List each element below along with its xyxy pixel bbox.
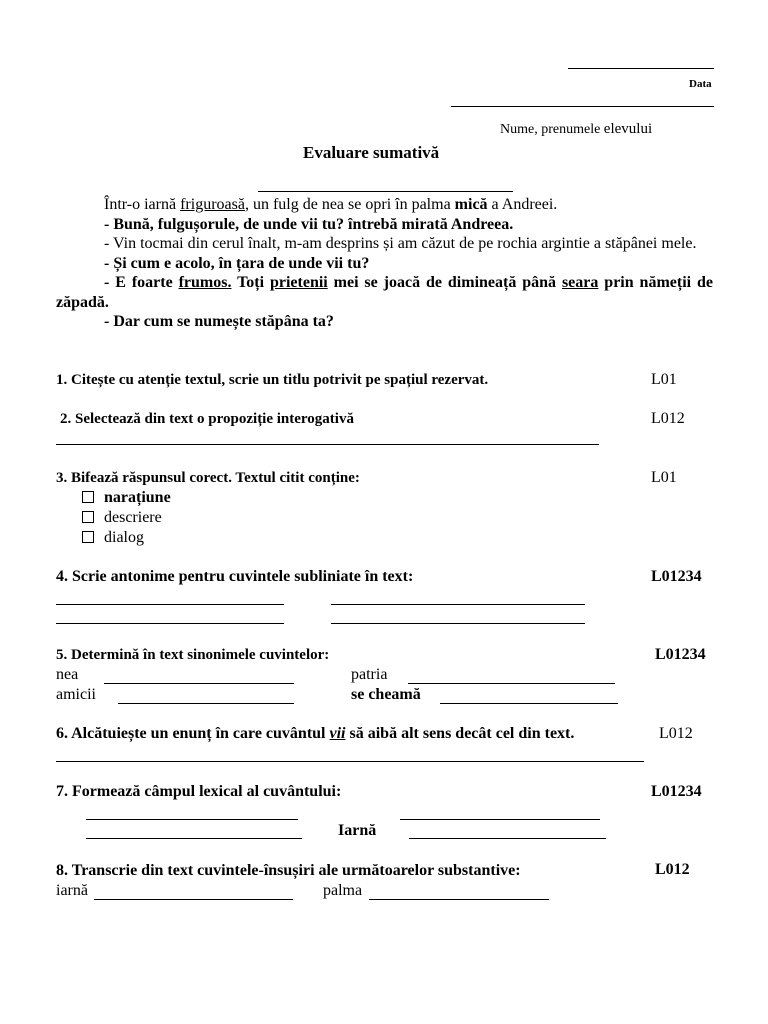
title-answer-line[interactable] bbox=[258, 191, 513, 192]
name-label-part1: Nume, prenumele bbox=[500, 122, 604, 137]
antonym-line-4[interactable] bbox=[331, 623, 585, 624]
adjective-line-iarna[interactable] bbox=[94, 899, 293, 900]
question-4-code: L01234 bbox=[651, 568, 702, 585]
checkbox-icon[interactable] bbox=[82, 491, 94, 503]
story-line-1: Într-o iarnă friguroasă, un fulg de nea se opri în palma mică a Andreei. bbox=[104, 196, 558, 213]
name-label-part2: elevului bbox=[603, 121, 653, 137]
synonym-word-amicii: amicii bbox=[56, 686, 96, 703]
lexical-line-1[interactable] bbox=[86, 819, 298, 820]
option-descriere[interactable]: descriere bbox=[82, 509, 162, 527]
synonym-word-patria: patria bbox=[351, 666, 388, 683]
antonym-line-2[interactable] bbox=[331, 604, 585, 605]
question-7-code: L01234 bbox=[651, 783, 702, 800]
question-2-text: 2. Selectează din text o propoziție interogativă bbox=[60, 411, 354, 427]
synonym-line-se-cheama[interactable] bbox=[440, 703, 618, 704]
question-8-text: 8. Transcrie din text cuvintele-însușiri ale următoarelor substantive: bbox=[56, 862, 521, 879]
question-5-text: 5. Determină în text sinonimele cuvintelor: bbox=[56, 647, 330, 663]
story-text bbox=[56, 195, 713, 332]
option-naratiune[interactable]: narațiune bbox=[82, 489, 171, 507]
antonym-line-1[interactable] bbox=[56, 604, 284, 605]
adjective-word-iarna: iarnă bbox=[56, 882, 88, 899]
question-4-text: 4. Scrie antonime pentru cuvintele subliniate în text: bbox=[56, 568, 414, 585]
antonym-line-3[interactable] bbox=[56, 623, 284, 624]
date-label: Data bbox=[689, 78, 712, 90]
checkbox-icon[interactable] bbox=[82, 531, 94, 543]
story-line-5: - E foarte frumos. Toți prietenii mei se joacă de dimineață până seara prin nămeții de zăpadă. bbox=[56, 274, 713, 311]
underlined-prietenii: prietenii bbox=[269, 274, 328, 291]
adjective-word-palma: palma bbox=[323, 882, 363, 899]
synonym-line-nea[interactable] bbox=[104, 683, 294, 684]
name-label bbox=[500, 121, 652, 138]
story-line-3: - Vin tocmai din cerul înalt, m-am desprins și am căzut de pe rochia argintie a stăpânei mele. bbox=[104, 235, 697, 252]
lexical-line-4[interactable] bbox=[409, 838, 606, 839]
adjective-line-palma[interactable] bbox=[369, 899, 549, 900]
lexical-line-3[interactable] bbox=[86, 838, 302, 839]
question-6-answer-line[interactable] bbox=[56, 761, 644, 762]
page-title: Evaluare sumativă bbox=[303, 143, 440, 162]
underlined-seara: seara bbox=[561, 274, 599, 291]
lexical-center-word: Iarnă bbox=[338, 822, 377, 839]
question-5-code: L01234 bbox=[655, 646, 706, 663]
question-1-code: L01 bbox=[651, 371, 677, 388]
story-line-4: - Și cum e acolo, în țara de unde vii tu? bbox=[104, 254, 370, 272]
synonym-line-patria[interactable] bbox=[408, 683, 615, 684]
question-2-code: L012 bbox=[651, 410, 685, 427]
question-8-code: L012 bbox=[655, 861, 690, 878]
synonym-line-amicii[interactable] bbox=[118, 703, 294, 704]
checkbox-icon[interactable] bbox=[82, 511, 94, 523]
synonym-word-nea: nea bbox=[56, 666, 79, 683]
date-line[interactable] bbox=[568, 68, 714, 69]
story-line-6: - Dar cum se numește stăpâna ta? bbox=[104, 313, 334, 330]
question-3-code: L01 bbox=[651, 469, 677, 486]
underlined-friguroasa: friguroasă bbox=[180, 196, 245, 213]
question-2-answer-line[interactable] bbox=[56, 444, 599, 445]
question-1-text: 1. Citește cu atenție textul, scrie un titlu potrivit pe spațiul rezervat. bbox=[56, 372, 489, 388]
question-6-code: L012 bbox=[659, 725, 693, 742]
synonym-word-se-cheama: se cheamă bbox=[351, 686, 421, 703]
question-3-text: 3. Bifează răspunsul corect. Textul citit conține: bbox=[56, 470, 360, 486]
option-dialog[interactable]: dialog bbox=[82, 529, 144, 547]
name-line[interactable] bbox=[451, 106, 714, 107]
question-7-text: 7. Formează câmpul lexical al cuvântului: bbox=[56, 783, 342, 800]
question-6-text: 6. Alcătuiește un enunț în care cuvântul vii să aibă alt sens decât cel din text. bbox=[56, 725, 575, 742]
story-line-2: - Bună, fulgușorule, de unde vii tu? întrebă mirată Andreea. bbox=[104, 215, 514, 233]
lexical-line-2[interactable] bbox=[400, 819, 600, 820]
word-vii: vii bbox=[329, 725, 346, 742]
underlined-frumos: frumos. bbox=[178, 274, 232, 291]
